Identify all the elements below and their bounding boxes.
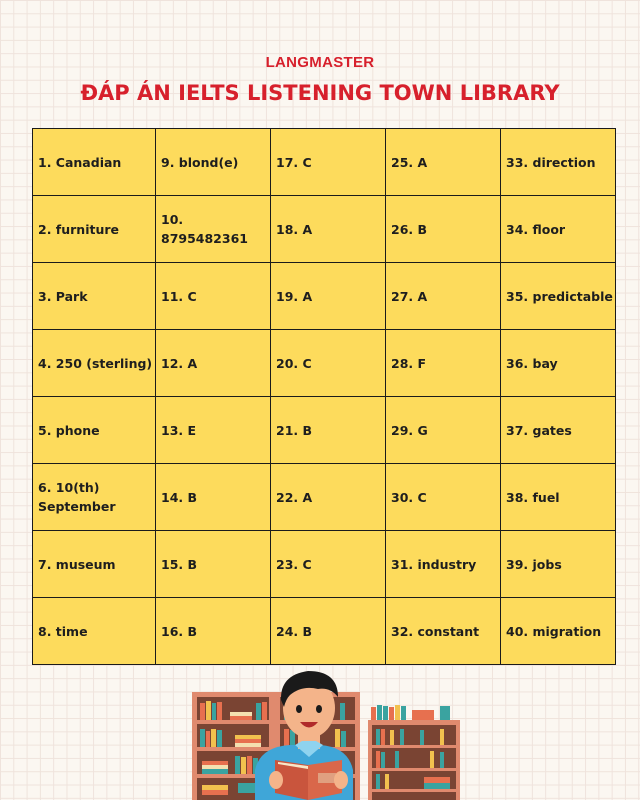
answer-cell: 27. A <box>386 263 501 330</box>
answer-cell: 40. migration <box>501 598 616 665</box>
bookshelf-right-icon <box>368 705 460 800</box>
table-row <box>33 598 616 665</box>
answer-cell: 5. phone <box>33 397 156 464</box>
page-title: ĐÁP ÁN IELTS LISTENING TOWN LIBRARY <box>80 81 560 105</box>
table-row <box>33 397 616 464</box>
answer-cell: 20. C <box>271 330 386 397</box>
answer-cell: 23. C <box>271 531 386 598</box>
answer-cell: 1. Canadian <box>33 129 156 196</box>
answer-cell: 37. gates <box>501 397 616 464</box>
answer-cell: 19. A <box>271 263 386 330</box>
answer-cell: 10. 8795482361 <box>156 196 271 263</box>
answer-cell: 28. F <box>386 330 501 397</box>
answer-cell: 14. B <box>156 464 271 531</box>
answer-cell: 15. B <box>156 531 271 598</box>
answer-cell: 6. 10(th) September <box>33 464 156 531</box>
answer-cell: 26. B <box>386 196 501 263</box>
answer-cell: 22. A <box>271 464 386 531</box>
answer-cell: 13. E <box>156 397 271 464</box>
answer-cell: 30. C <box>386 464 501 531</box>
library-reading-illustration <box>190 665 460 800</box>
table-row <box>33 531 616 598</box>
answer-cell: 33. direction <box>501 129 616 196</box>
answer-cell: 36. bay <box>501 330 616 397</box>
table-row <box>33 330 616 397</box>
table-row <box>33 464 616 531</box>
answer-cell: 18. A <box>271 196 386 263</box>
answer-cell: 4. 250 (sterling) <box>33 330 156 397</box>
answer-cell: 31. industry <box>386 531 501 598</box>
table-row <box>33 196 616 263</box>
brand-logo: LANGMASTER <box>265 54 375 71</box>
answer-cell: 12. A <box>156 330 271 397</box>
answer-cell: 32. constant <box>386 598 501 665</box>
answer-cell: 16. B <box>156 598 271 665</box>
answer-cell: 9. blond(e) <box>156 129 271 196</box>
table-row <box>33 263 616 330</box>
answer-cell: 38. fuel <box>501 464 616 531</box>
answer-cell: 8. time <box>33 598 156 665</box>
table-row <box>33 129 616 196</box>
answer-cell: 25. A <box>386 129 501 196</box>
answer-cell: 17. C <box>271 129 386 196</box>
answer-cell: 3. Park <box>33 263 156 330</box>
answer-cell: 34. floor <box>501 196 616 263</box>
answer-cell: 35. predictable <box>501 263 616 330</box>
answer-cell: 7. museum <box>33 531 156 598</box>
answer-cell: 11. C <box>156 263 271 330</box>
answer-cell: 29. G <box>386 397 501 464</box>
answer-cell: 39. jobs <box>501 531 616 598</box>
answer-cell: 24. B <box>271 598 386 665</box>
answer-cell: 2. furniture <box>33 196 156 263</box>
answer-table <box>32 128 616 665</box>
answer-cell: 21. B <box>271 397 386 464</box>
